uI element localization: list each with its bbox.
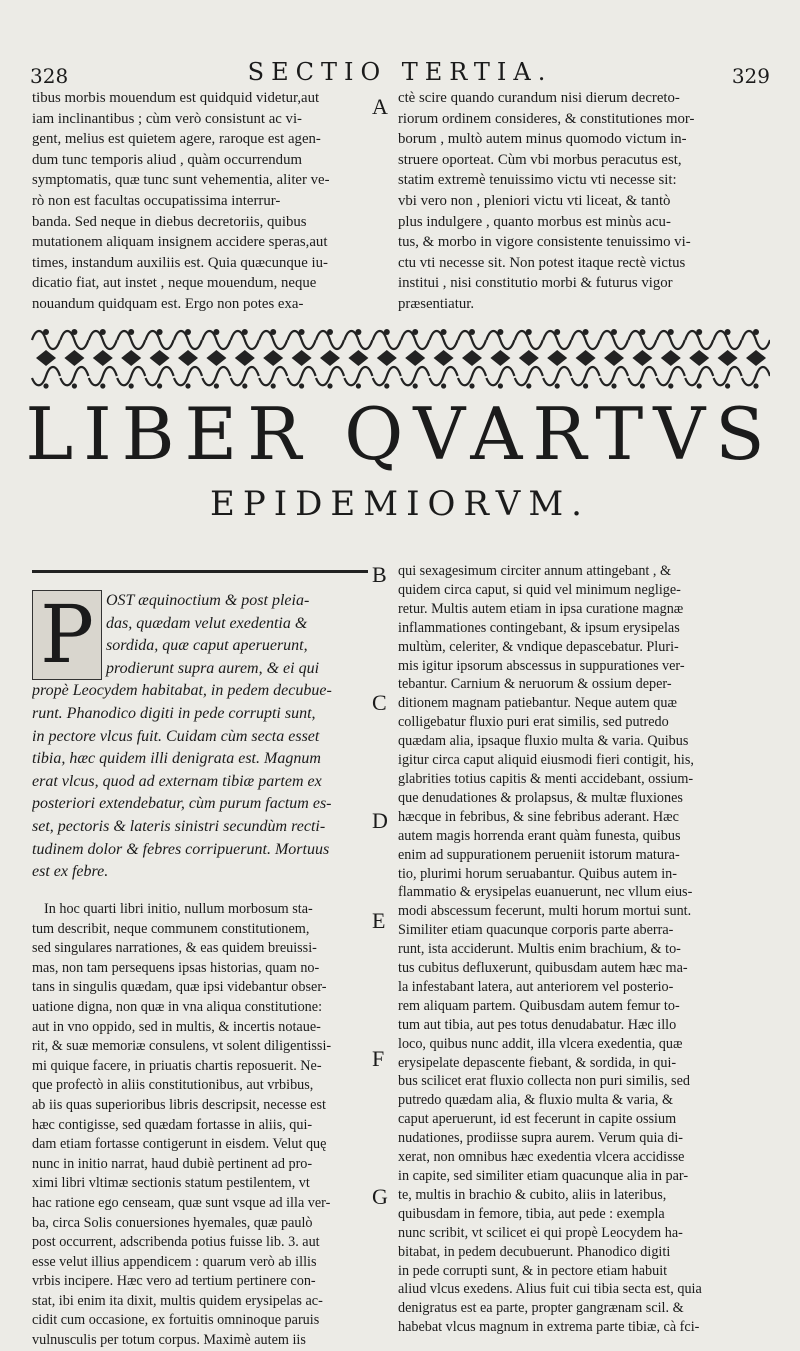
text-line: denigratus est ea parte, propter gangrænam scil. & [398,1300,684,1317]
text-line: post occurrent, adscribenda potius fuisse lib. 3. aut [32,1234,320,1251]
text-line: autem magis horrenda erant quàm funesta, quibus [398,827,681,844]
text-line: in pede corrupti sunt, & in pectore etiam habuit [398,1262,668,1279]
text-line: struere oporteat. Cùm vbi morbus peracutus est, [398,151,682,168]
text-line: vrbis incipere. Hæc vero ad tertium pertinere con- [32,1273,316,1290]
text-line: tum aut tibia, aut pes totus denudabatur. Hæc illo [398,1016,677,1033]
ornament-motif [32,329,60,389]
text-line: flammatio & erysipelas euanuerunt, nec vllum eius- [398,884,693,901]
margin-letter-f: F [372,1046,385,1071]
text-line: quædam alia, ipsaque fluxio multa & varia. Quibus [398,733,689,750]
text-line: ctè scire quando curandum nisi dierum decreto- [398,90,680,106]
text-line: la infestabant latera, aut anteriorem vel posterio- [398,978,674,995]
text-line: runt. Phanodico digiti in pede corrupti sunt, [32,704,316,722]
text-line: multùm, celeriter, & vndique depascebatur. Pluri- [398,638,679,655]
ornament-motif [628,329,656,389]
section-rule [32,570,368,573]
text-line: vbi vero non , pleniori victu vti liceat, & tantò [398,192,671,209]
text-line: aliud vlcus exedens. Alius fuit cui tibia secta est, quia [398,1281,702,1298]
text-line: mis igitur ipsorum abscessus in suppurationes ver- [398,657,685,674]
ornament-motif [685,329,713,389]
text-line: loco, quibus nunc addit, illa vlcera exedentia, quæ [398,1035,683,1052]
text-line: rem aliquam partem. Quibusdam autem femur to- [398,997,680,1014]
text-line: bitabat, in pedem decubuerunt. Phanodico digiti [398,1243,671,1260]
text-line: set, pectoris & lateris sinistri secundùm recti- [32,817,326,835]
text-line: caput aperuerunt, id est fecerunt in capite ossium [398,1111,677,1128]
text-line: inflammationes contingebant, & ipsum erysipelas [398,619,680,636]
ornament-motif [202,329,230,389]
text-line: igitur circa caput aliquid eiusmodi fieri contigit, his, [398,752,694,769]
text-line: iam inclinantibus ; cùm verò consistunt ac vi- [32,110,302,127]
margin-letter-b: B [372,562,387,587]
text-line: tebantur. Carnium & neruorum & ossium deper- [398,676,672,693]
text-line: mi quique facere, in priuatis chartis reposuerit. Ne- [32,1057,322,1074]
text-line: vulnusculis per totum corpus. Maximè autem iis [32,1332,306,1349]
text-line: OST æquinoctium & post pleia- [106,592,310,609]
text-line: ba, circa Solis conuersiones hyemales, quæ paulò [32,1214,313,1231]
text-line: nouandum quidquam est. Ergo non potes exa- [32,295,304,312]
margin-letter-g: G [372,1184,388,1209]
ornament-motif [401,329,429,389]
book-title: LIBER QVARTVS [25,392,775,476]
ornament-motif [458,329,486,389]
text-line: nudationes, prodiisse supra aurem. Verum quia di- [398,1130,684,1147]
text-line: ctu vti necesse sit. Non potest itaque rectè victus [398,254,686,271]
text-line: colligebatur fluxio puri erat similis, sed putredo [398,714,669,731]
ornament-motif [486,329,514,389]
book-subtitle: EPIDEMIORVM. [210,484,590,524]
ornament-motif [543,329,571,389]
text-line: sordida, quæ caput aperuerunt, [106,637,308,655]
text-line: quidem circa caput, si quid vel minimum neglige- [398,581,681,598]
text-line: enim ad suppurationem perueniit istorum matura- [398,846,680,863]
margin-letter-c: C [372,690,387,715]
text-line: erat vlcus, quod ad externam tibiæ partem ex [32,772,322,790]
text-line: ditionem magnam patiebantur. Neque autem quæ [398,695,677,712]
text-line: times, instandum auxiliis est. Quia quæcunque iu- [32,254,328,271]
ornament-motif [742,329,770,389]
text-line: runt, ista acciderunt. Multis enim brachium, & to- [398,941,681,958]
text-line: propè Leocydem habitabat, in pedem decubue- [32,682,332,700]
text-line: in capite, sed similiter etiam quacunque alia in par- [398,1168,689,1184]
text-line: sed singulares narrationes, & eas quidem breuissi- [32,940,317,957]
margin-letter-a: A [372,94,388,119]
text-line: xerat, non omnibus hæc exedentia vlcera accidisse [398,1149,685,1166]
ornament-motif [259,329,287,389]
ornament-motif [515,329,543,389]
running-head: SECTIO TERTIA. [247,58,553,86]
text-line: in pectore vlcus fuit. Cuidam cùm secta esset [32,727,320,745]
ornament-motif [316,329,344,389]
text-line: quibusdam in femore, tibia, aut pede : exempla [398,1205,665,1222]
text-line: qui sexagesimum circiter annum attingebant , & [398,563,672,579]
text-line: mutationem aliquam insignem accidere speras,aut [32,234,328,251]
text-line: institui , nisi constitutio morbi & futurus vigor [398,275,673,292]
ornament-motif [146,329,174,389]
ornament-motif [430,329,458,389]
text-line: dam etiam fortasse contigerunt in eisdem. Velut quę [32,1136,327,1153]
ornament-motif [231,329,259,389]
text-line: erysipelate depascente fiebant, & sordida, in qui- [398,1054,677,1071]
ornamental-border [30,320,770,395]
ornament-motif [89,329,117,389]
top-left-column [32,88,370,315]
ornament-motif [174,329,202,389]
text-line: banda. Sed neque in diebus decretoriis, quibus [32,213,307,230]
text-line: tus cubitus defluxerunt, quibusdam autem hæc ma- [398,960,688,977]
text-line: que denudationes & prolapsus, & multæ fluxiones [398,789,683,806]
text-line: hæcque in febribus, & sine febribus aderant. Hæc [398,808,679,825]
text-line: nunc in initio narrat, haud dubiè pertinent ad pro- [32,1155,313,1172]
ornament-motif [572,329,600,389]
text-line: dum tunc temporis aliud , quàm occurrendum [32,151,302,168]
ornament-motif [117,329,145,389]
text-line: modi abscessum fecerunt, multi horum mortui sunt. [398,903,692,920]
text-line: In hoc quarti libri initio, nullum morbosum sta- [44,901,313,917]
text-line: putredo quædam alia, & fluxio multa & varia, & [398,1092,674,1109]
top-right-column [398,88,768,315]
text-line: præsentiatur. [398,295,475,312]
text-line: te, multis in brachio & cubito, aliis in lateribus, [398,1186,667,1203]
ornament-motif [373,329,401,389]
text-line: tus, & morbo in vigore consistente tenuissimo vi- [398,234,691,251]
text-line: aut in vno oppido, sed in multis, & incertis notaue- [32,1018,321,1035]
text-line: tans in singulis quædam, quæ ipsi videbantur obser- [32,979,327,996]
page-number-left: 328 [30,64,69,88]
ornament-motif [60,329,88,389]
text-line: plus indulgere , quanto morbus est minùs acu- [398,213,671,230]
commentary-left-column [32,900,370,1351]
margin-letter-d: D [372,808,388,833]
text-line: stat, ibi enim ita dixit, multis quidem erysipelas ac- [32,1292,323,1309]
text-line: riorum ordinem consideres, & constitutiones mor- [398,110,695,127]
text-line: nunc scribit, vt scilicet ei qui propè Leocydem ha- [398,1224,683,1241]
text-line: cidit cum occasione, ex fortuitis omninoque paruis [32,1312,320,1329]
margin-letter-e: E [372,908,386,933]
text-line: tudinem dolor & febres corripuerunt. Mortuus [32,840,330,858]
text-line: symptomatis, quæ tunc sunt vehementia, aliter ve- [32,172,330,189]
text-line: ximi libri vltimæ sectionis statum pestilentem, vt [32,1175,310,1192]
text-line: ab iis quas superioribus libris descripsit, necesse est [32,1096,326,1113]
text-line: prodierunt supra aurem, & ei qui [106,659,320,677]
text-line: hac ratione ego censeam, quæ sunt vsque ad illa ver- [32,1194,331,1211]
text-line: hæc contigisse, sed quædam fortasse in aliis, qui- [32,1116,313,1133]
text-line: tibus morbis mouendum est quidquid videtur,aut [32,90,320,106]
text-line: tibia, hæc quidem illi denigrata est. Magnum [32,750,321,768]
drop-cap-letter: P [40,588,94,681]
text-line: uatione digna, non quæ in vna aliqua constitutione: [32,998,323,1015]
text-line: bus scilicet erat fluxio collecta non puri similis, sed [398,1073,690,1090]
text-line: posteriori extendebatur, cùm purum factum es- [32,795,332,813]
text-line: glabrities totius capitis & menti accidebant, ossium- [398,770,694,787]
ornament-motif [600,329,628,389]
text-line: habebat vlcus magnum in extrema parte tibiæ, cà fci- [398,1319,700,1336]
text-line: gent, melius est quietem agere, raroque est agen- [32,131,321,148]
text-line: borum , multò autem minus quomodo victum in- [398,131,687,148]
ornament-motif [714,329,742,389]
ornament-motif [288,329,316,389]
ornament-motif [344,329,372,389]
text-line: est ex febre. [32,863,109,881]
hippocratic-text [32,590,370,884]
text-line: tum describit, neque communem constitutionem, [32,920,310,937]
text-line: esse velut illius appendicem : quarum verò ab illis [32,1253,317,1270]
text-line: rò non est facultas occupatissima interrur- [32,192,281,209]
text-line: dicatio fiat, aut instet , neque mouendum, neque [32,275,317,292]
text-line: statim extremè tenuissimo victu vti necesse sit: [398,172,677,189]
commentary-right-column [398,562,768,1337]
text-line: retur. Multis autem etiam in ipsa curatione magnæ [398,600,684,617]
page-number-right: 329 [731,64,770,88]
ornament-motif [657,329,685,389]
text-line: Similiter etiam quacunque corporis parte aberra- [398,922,674,939]
text-line: mas, non tam persequens ipsas historias, quam no- [32,959,320,976]
text-line: que profectò in aliis constitutionibus, aut vrbibus, [32,1077,314,1094]
text-line: das, quædam velut exedentia & [106,614,308,632]
text-line: rit, & suæ memoriæ consulens, vt solent diligentissi- [32,1038,332,1055]
text-line: tio, plurimi horum seruabantur. Quibus autem in- [398,865,677,882]
